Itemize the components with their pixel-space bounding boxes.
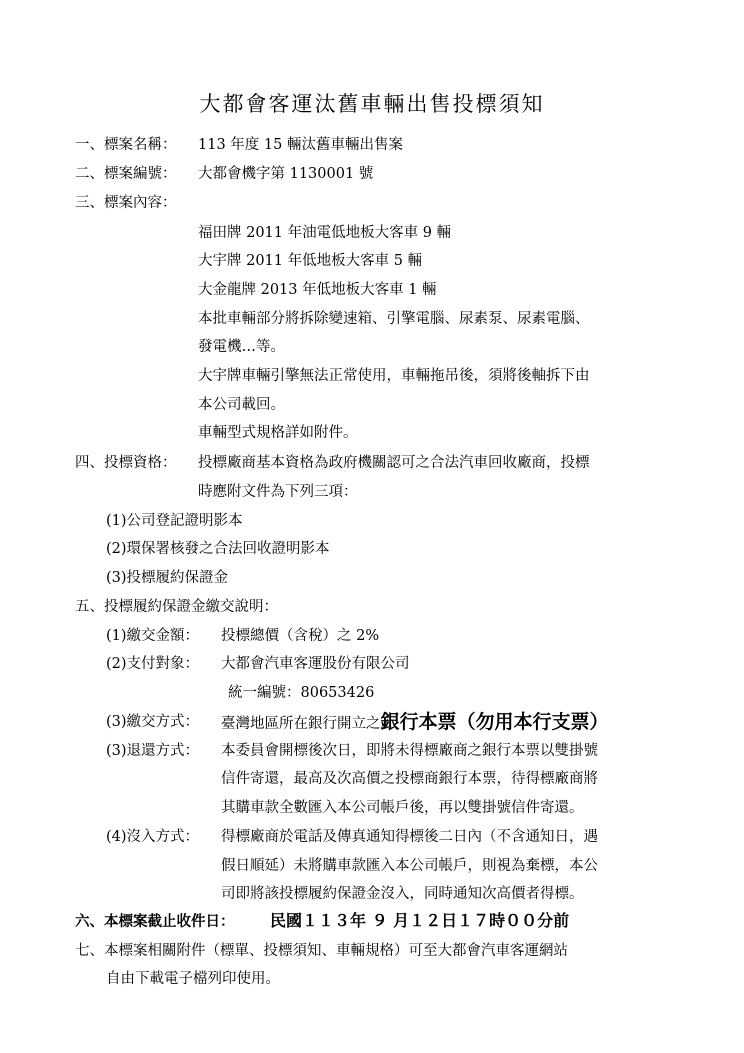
payee-label: (2)支付對象： bbox=[106, 656, 200, 672]
page-title: 大都會客運汰舊車輛出售投標須知 bbox=[199, 92, 545, 116]
section-3-line: 福田牌 2011 年油電低地板大客車 9 輛 bbox=[198, 225, 452, 241]
payment-method-text bbox=[221, 713, 609, 733]
section-4-line: 投標廠商基本資格為政府機關認可之合法汽車回收廠商，投標 bbox=[198, 455, 590, 471]
forfeit-method-line: 得標廠商於電話及傳真通知得標後二日內（不含通知日，遇 bbox=[221, 829, 598, 845]
deposit-amount-text: 投標總價（含稅）之 2% bbox=[221, 628, 380, 644]
payee-text: 大都會汽車客運股份有限公司 bbox=[221, 656, 410, 672]
section-4-line: 時應附文件為下列三項： bbox=[198, 484, 358, 500]
deadline-text: 民國１１３年 ９ 月１２日１７時００分前 bbox=[270, 911, 570, 930]
section-3-line: 大宇牌車輛引擎無法正常使用，車輛拖吊後，須將後軸拆下由 bbox=[198, 368, 590, 384]
forfeit-method-line: 司即將該投標履約保證金沒入，同時通知次高價者得標。 bbox=[221, 886, 584, 902]
forfeit-method-line: 假日順延）未將購車款匯入本公司帳戶，則視為棄標，本公 bbox=[221, 858, 598, 874]
section-1-text: 113 年度 15 輛汰舊車輛出售案 bbox=[198, 137, 403, 153]
section-3-line: 本公司載回。 bbox=[198, 397, 285, 413]
tax-id: 統一編號：80653426 bbox=[228, 685, 375, 701]
section-4-item: (1)公司登記證明影本 bbox=[106, 513, 243, 529]
section-2-label: 二、標案編號： bbox=[75, 166, 177, 182]
section-5-label: 五、投標履約保證金繳交說明： bbox=[75, 599, 278, 615]
refund-method-label: (3)退還方式： bbox=[106, 743, 200, 759]
section-3-line: 本批車輛部分將拆除變速箱、引擎電腦、尿素泵、尿素電腦、 bbox=[198, 311, 590, 327]
payment-method-plain: 臺灣地區所在銀行開立之 bbox=[221, 716, 381, 732]
refund-method-line: 本委員會開標後次日，即將未得標廠商之銀行本票以雙掛號 bbox=[221, 743, 598, 759]
forfeit-method-label: (4)沒入方式： bbox=[106, 829, 200, 845]
section-6-label: 六、本標案截止收件日： bbox=[75, 913, 235, 930]
refund-method-line: 其購車款全數匯入本公司帳戶後，再以雙掛號信件寄還。 bbox=[221, 800, 584, 816]
section-2-text: 大都會機字第 1130001 號 bbox=[198, 166, 374, 182]
section-4-item: (3)投標履約保證金 bbox=[106, 570, 229, 586]
section-3-line: 車輛型式規格詳如附件。 bbox=[198, 425, 358, 441]
section-1-label: 一、標案名稱： bbox=[75, 137, 177, 153]
section-4-label: 四、投標資格： bbox=[75, 455, 177, 471]
section-4-item: (2)環保署核發之合法回收證明影本 bbox=[106, 541, 330, 557]
section-3-line: 大金龍牌 2013 年低地板大客車 1 輛 bbox=[198, 282, 437, 298]
section-3-label: 三、標案內容： bbox=[75, 195, 177, 211]
refund-method-line: 信件寄還，最高及次高價之投標商銀行本票，待得標廠商將 bbox=[221, 771, 598, 787]
section-7-line: 自由下載電子檔列印使用。 bbox=[106, 971, 280, 987]
section-3-line: 發電機…等。 bbox=[198, 339, 285, 355]
section-3-line: 大宇牌 2011 年低地板大客車 5 輛 bbox=[198, 253, 423, 269]
section-7-line: 七、本標案相關附件（標單、投標須知、車輛規格）可至大都會汽車客運網站 bbox=[75, 943, 568, 959]
deposit-amount-label: (1)繳交金額： bbox=[106, 628, 200, 644]
payment-method-emphasis: 銀行本票（勿用本行支票） bbox=[380, 711, 609, 733]
payment-method-label: (3)繳交方式： bbox=[106, 714, 200, 730]
